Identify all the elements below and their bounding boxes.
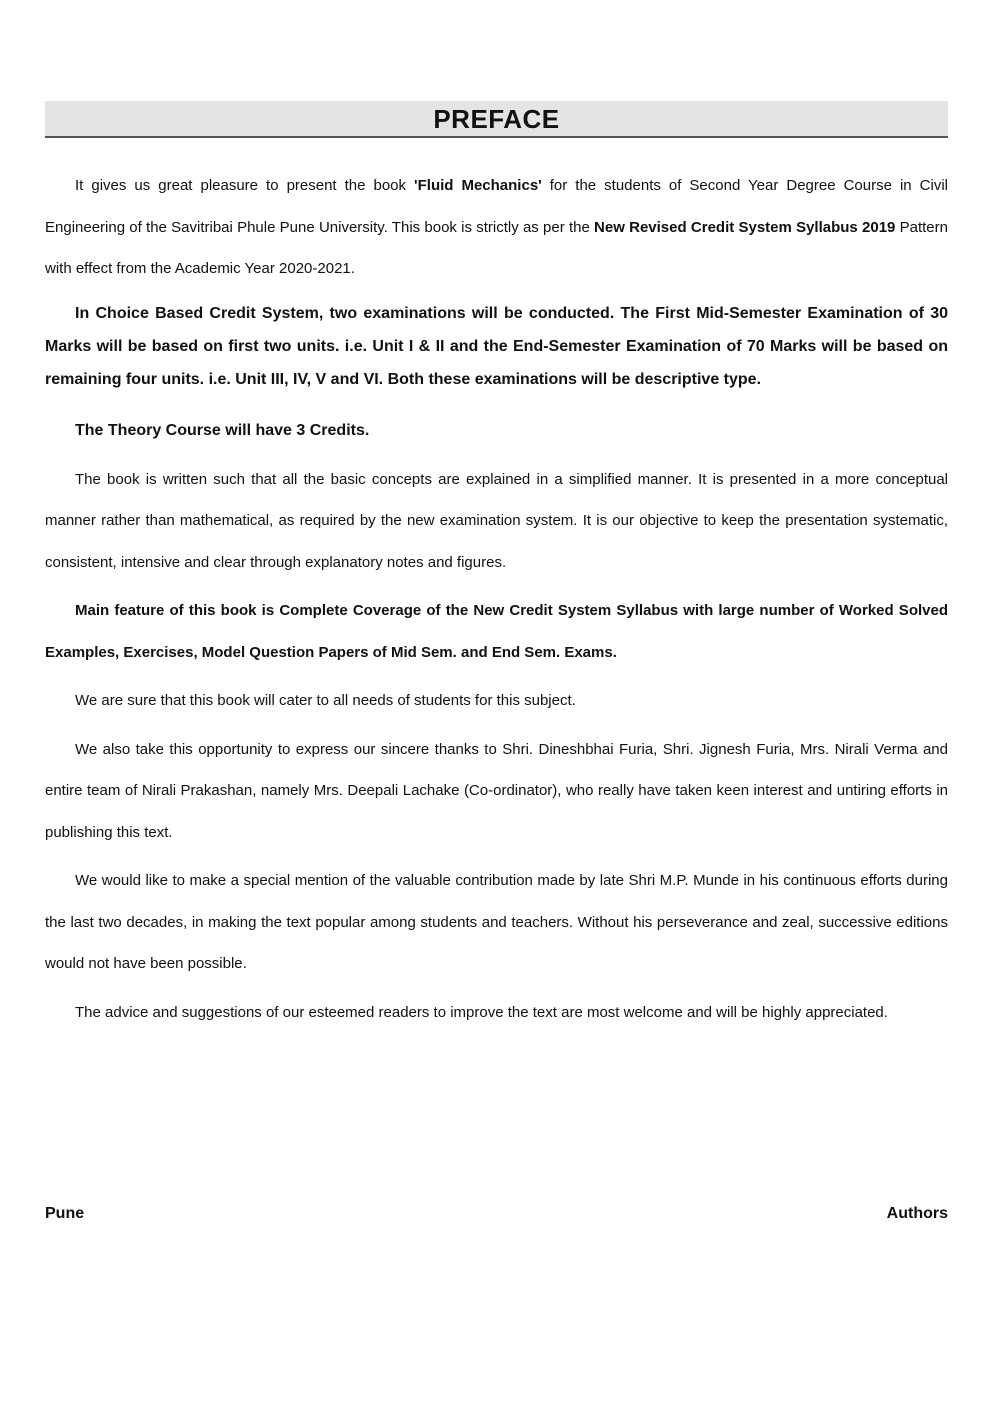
paragraph-intro <box>45 165 948 290</box>
paragraph-assurance: We are sure that this book will cater to all needs of students for this subject. <box>75 692 576 709</box>
paragraph-tribute: We would like to make a special mention of the valuable contribution made by late Shri M.P. Munde in his continuous efforts during the last two decades, in making the text popular among students and teachers. Without his perseverance and zeal, successive editions would not have been possible. <box>45 872 948 972</box>
paragraph-exam-scheme: In Choice Based Credit System, two examinations will be conducted. The First Mid-Semester Examination of 30 Marks will be based on first two units. i.e. Unit I & II and the End-Semester Examination of 70 Marks will be based on remaining four units. i.e. Unit III, IV, V and VI. Both these examinations will be descriptive type. <box>45 304 948 388</box>
syllabus-name: New Revised Credit System Syllabus 2019 <box>594 218 896 236</box>
paragraph-approach: The book is written such that all the basic concepts are explained in a simplified manner. It is presented in a more conceptual manner rather than mathematical, as required by the new examination system. It is our objective to keep the presentation systematic, consistent, intensive and clear through explanatory notes and figures. <box>45 470 948 571</box>
book-title: 'Fluid Mechanics' <box>414 177 542 194</box>
intro-text-c: for the students of Second Year Degree Course in Civil Engineering of the Savitribai Phule Pune University. This book is strictly as per the <box>45 177 948 236</box>
preface-page <box>45 101 948 1040</box>
signature-authors: Authors <box>886 1205 948 1222</box>
preface-body <box>45 165 948 1033</box>
page-title: PREFACE <box>45 101 948 138</box>
paragraph-thanks: We also take this opportunity to express our sincere thanks to Shri. Dineshbhai Furia, Shri. Jignesh Furia, Mrs. Nirali Verma and entire team of Nirali Prakashan, namely Mrs. Deepali Lachake (Co-ordinator), who really have taken keen interest and untiring efforts in publishing this text. <box>45 740 948 841</box>
paragraph-feedback: The advice and suggestions of our esteemed readers to improve the text are most welcome and will be highly appreciated. <box>75 1003 888 1021</box>
intro-text-a: It gives us great pleasure to present the book <box>75 177 415 194</box>
intro-text-e: Pattern with effect from the Academic Year 2020-2021. <box>45 218 948 277</box>
signature-line <box>45 1205 948 1223</box>
paragraph-credits: The Theory Course will have 3 Credits. <box>75 421 370 439</box>
signature-place: Pune <box>45 1205 85 1222</box>
paragraph-main-feature: Main feature of this book is Complete Coverage of the New Credit System Syllabus with large number of Worked Solved Examples, Exercises, Model Question Papers of Mid Sem. and End Sem. Exams. <box>45 602 948 661</box>
